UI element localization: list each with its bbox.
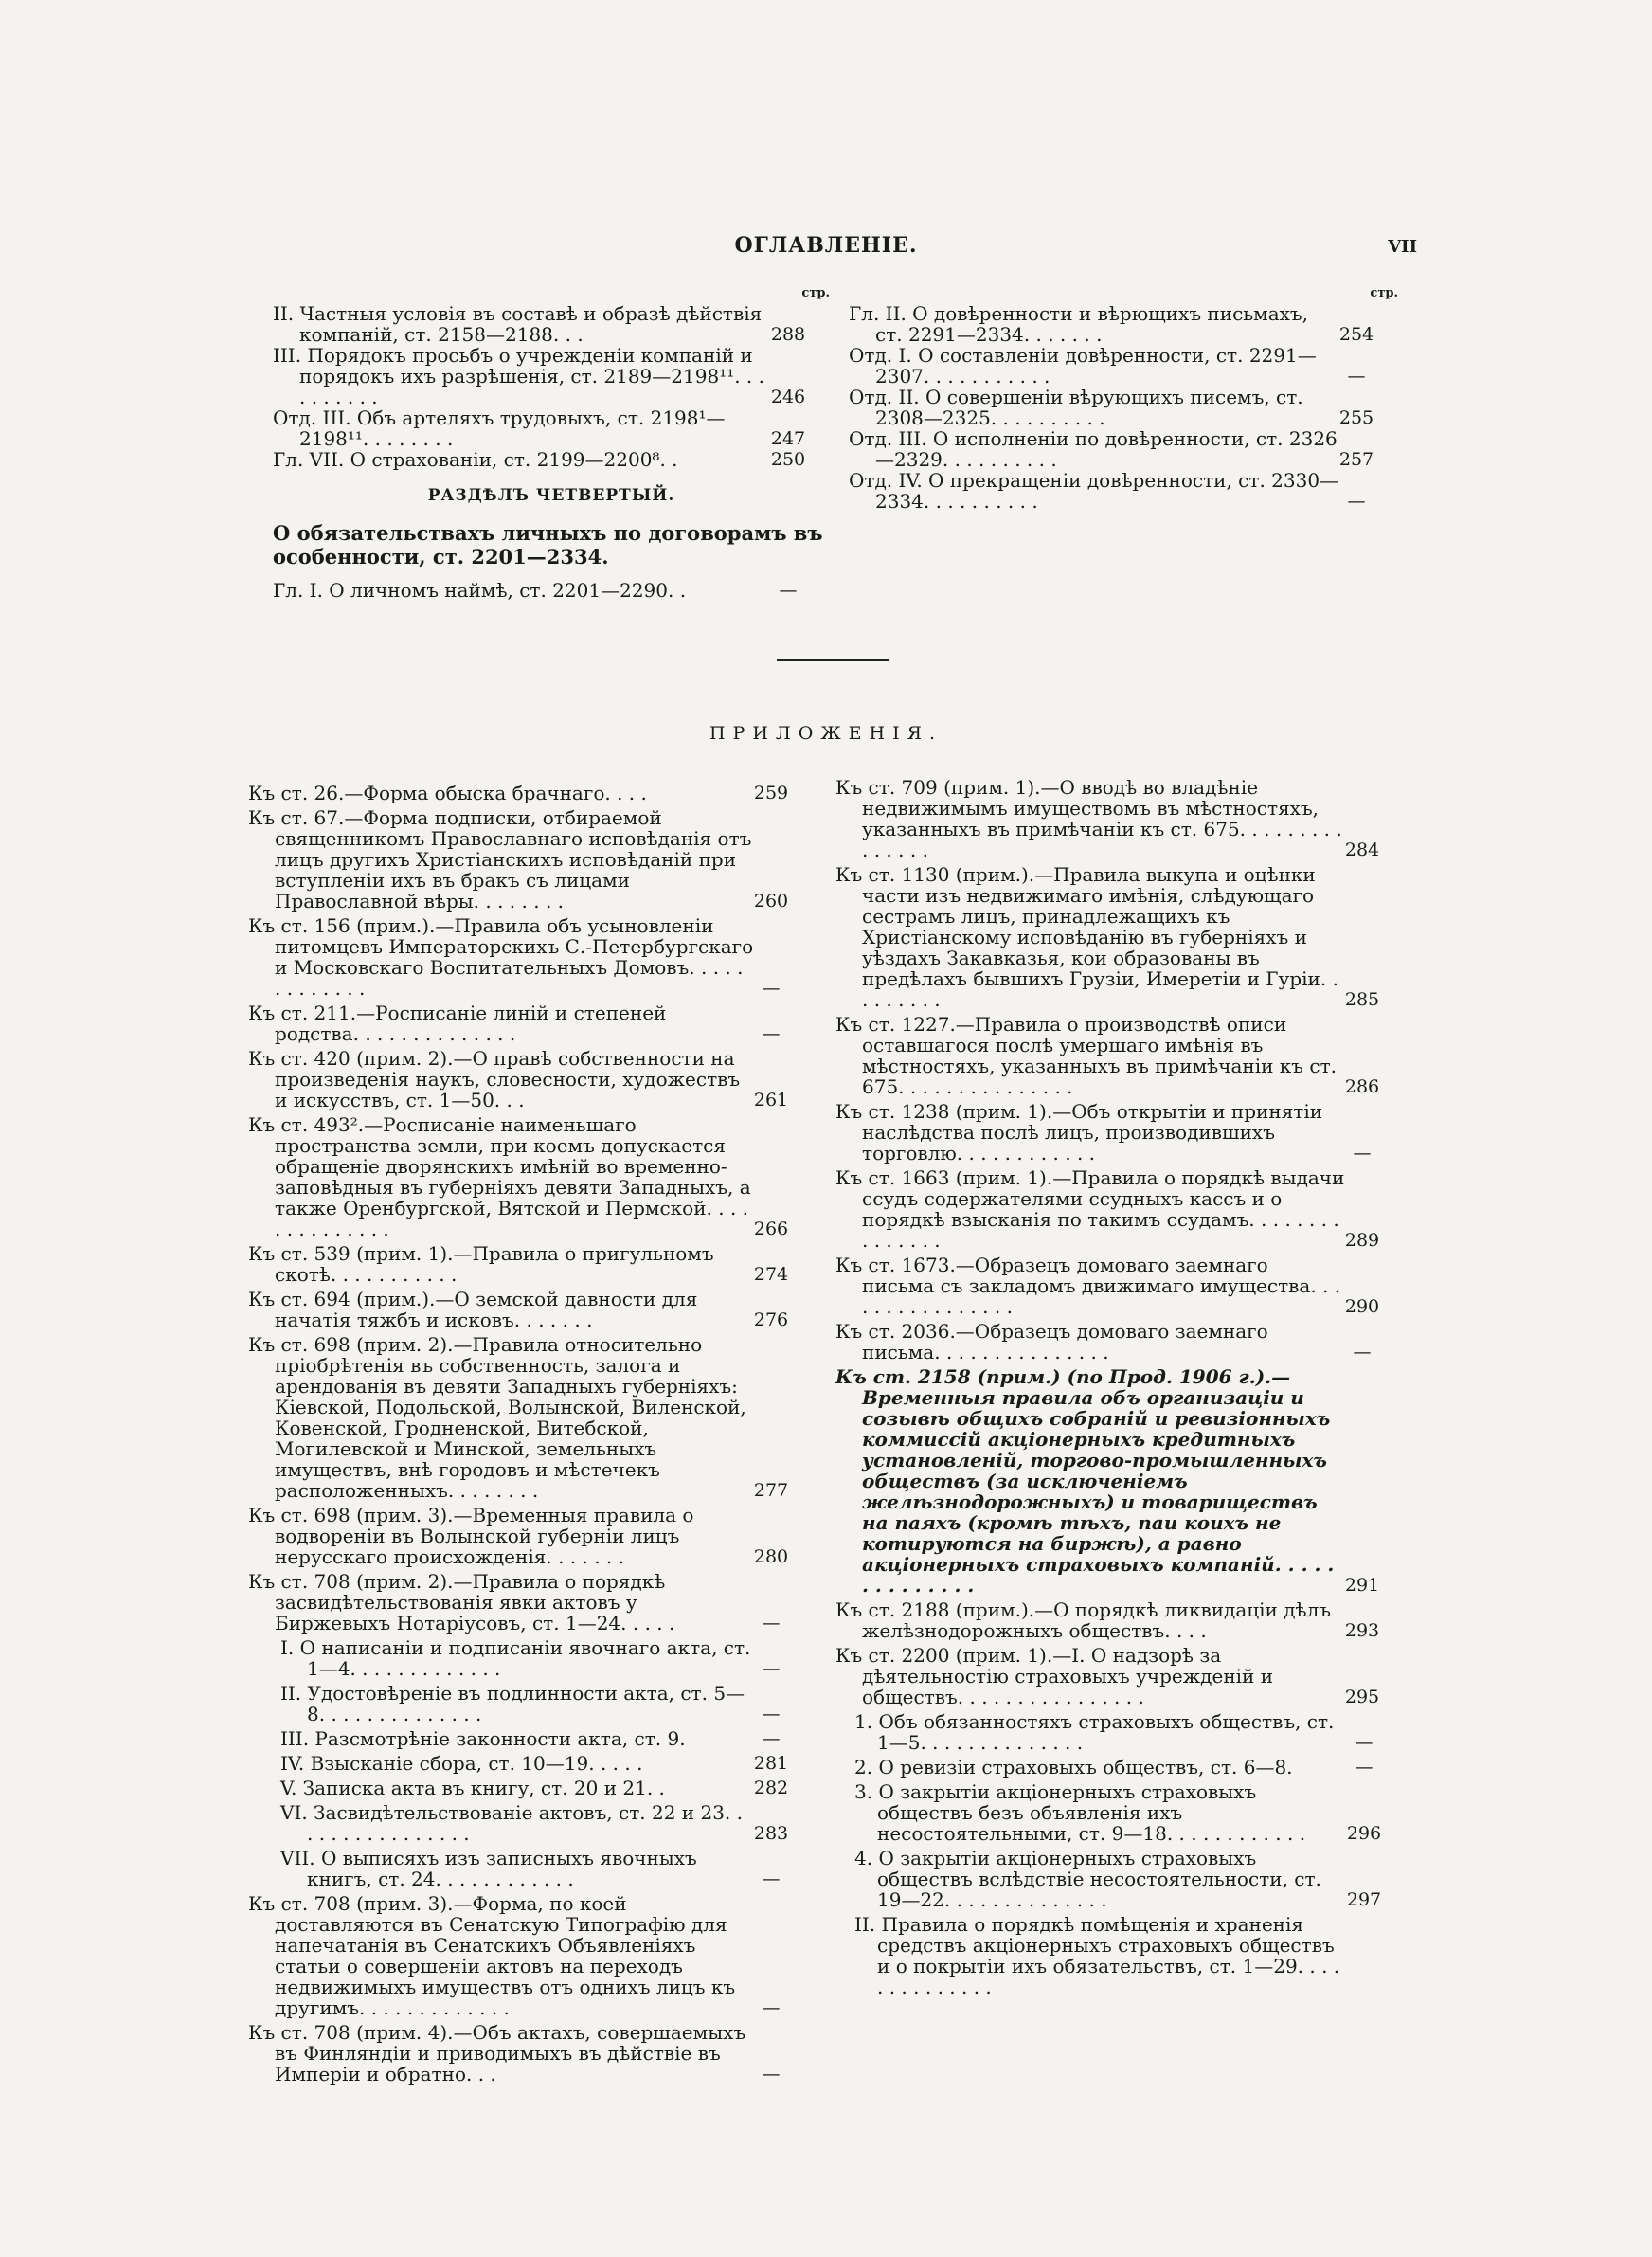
toc-entry-text: Къ ст. 2188 (прим.).—О порядкѣ ликвидаціи дѣлъ желѣзнодорожныхъ обществъ. . . . xyxy=(835,1598,1332,1642)
toc-entry-text: Гл. II. О довѣренности и вѣрющихъ письмахъ, ст. 2291—2334. . . . . . . xyxy=(849,302,1308,346)
toc-entry-page: 247 xyxy=(770,428,806,449)
toc-entry-page: 288 xyxy=(770,324,806,345)
toc-entry xyxy=(248,1683,813,1724)
toc-entry-page: 246 xyxy=(770,387,806,407)
toc-entry xyxy=(835,1366,1404,1596)
toc-entry-page: — xyxy=(762,1658,781,1679)
toc-entry-text: 1. Объ обязанностяхъ страховыхъ обществъ, ст. 1—5. . . . . . . . . . . . . . xyxy=(854,1710,1335,1754)
toc-entry xyxy=(248,1848,813,1889)
toc-right-list xyxy=(849,303,1398,512)
toc-entry xyxy=(248,1048,813,1110)
toc-entry xyxy=(835,1711,1404,1753)
toc-entry-text: III. Разсмотрѣніе законности акта, ст. 9. xyxy=(280,1727,686,1750)
toc-entry-page: — xyxy=(762,1704,781,1724)
toc-entry-page: — xyxy=(762,2064,781,2085)
toc-entry xyxy=(849,303,1398,345)
section-divider xyxy=(777,659,889,661)
toc-entry xyxy=(248,1114,813,1239)
toc-entry xyxy=(248,1002,813,1044)
page-title: ОГЛАВЛЕНІЕ. xyxy=(734,233,918,258)
toc-entry xyxy=(849,387,1398,428)
toc-entry-page: — xyxy=(1353,1342,1372,1363)
toc-entry-text: 2. О ревизіи страховыхъ обществъ, ст. 6—8. xyxy=(854,1756,1293,1779)
toc-entry-text: Къ ст. 211.—Росписаніе линій и степеней родства. . . . . . . . . . . . . . xyxy=(248,1002,667,1045)
part-heading: РАЗДѢЛЪ ЧЕТВЕРТЫЙ. xyxy=(427,486,675,505)
toc-entry-page: 255 xyxy=(1338,407,1374,428)
toc-entry-text: Гл. I. О личномъ наймѣ, ст. 2201—2290. . xyxy=(273,579,687,602)
appendix-heading: ПРИЛОЖЕНІЯ. xyxy=(709,723,943,744)
appendix-left-column xyxy=(248,783,813,2088)
page-column-label: стр. xyxy=(1370,286,1398,300)
toc-entry-text: 3. О закрытіи акціонерныхъ страховыхъ обществъ безъ объявленія ихъ несостоятельными, ст. 9—18. . . . . . . . . . . . xyxy=(854,1780,1306,1845)
toc-entry-page: 266 xyxy=(753,1219,789,1239)
toc-entry-page: 284 xyxy=(1344,840,1380,860)
toc-entry xyxy=(835,1781,1404,1844)
toc-entry-page: 290 xyxy=(1344,1296,1380,1317)
toc-entry-page: 281 xyxy=(753,1753,789,1774)
appendix-right-column xyxy=(835,777,1404,2001)
toc-entry-page: 293 xyxy=(1344,1620,1380,1641)
toc-entry-page: 297 xyxy=(1346,1889,1382,1910)
toc-entry xyxy=(835,864,1404,1010)
toc-entry-page: 259 xyxy=(753,783,789,803)
toc-entry-page: — xyxy=(762,1997,781,2018)
toc-left-column xyxy=(273,284,830,601)
toc-entry-text: Къ ст. 493².—Росписаніе наименьшаго пространства земли, при коемъ допускается обращеніе дворянскихъ имѣній во временно-заповѣдныя въ губерніяхъ девяти Западныхъ, а также Оренбургской, Вятской и Пермской. . . . . . . . . . . . . . xyxy=(248,1113,751,1240)
toc-entry-text: Къ ст. 67.—Форма подписки, отбираемой священникомъ Православнаго исповѣданія отъ лицъ другихъ Христіанскихъ исповѣданій при вступленіи ихъ въ бракъ съ лицами Православной вѣры. . . . . . . . xyxy=(248,806,752,912)
toc-entry xyxy=(835,1848,1404,1910)
toc-entry-text: IV. Взысканіе сбора, ст. 10—19. . . . . xyxy=(280,1752,643,1775)
toc-entry-page: — xyxy=(1347,366,1366,387)
toc-entry-text: II. Частныя условія въ составѣ и образѣ дѣйствія компаній, ст. 2158—2188. . . xyxy=(273,302,763,346)
toc-entry-page: — xyxy=(1355,1757,1374,1778)
toc-entry xyxy=(273,449,830,470)
toc-entry xyxy=(248,1637,813,1679)
toc-entry-page: 296 xyxy=(1346,1823,1382,1844)
toc-entry xyxy=(835,1255,1404,1317)
toc-entry-page: — xyxy=(762,1613,781,1634)
toc-entry xyxy=(248,915,813,999)
toc-entry xyxy=(248,807,813,912)
toc-entry xyxy=(273,580,830,601)
toc-entry-page: — xyxy=(762,978,781,999)
toc-entry-page: 257 xyxy=(1338,449,1374,470)
toc-entry xyxy=(273,303,830,345)
toc-entry xyxy=(835,1167,1404,1251)
toc-entry-page: — xyxy=(762,1869,781,1889)
toc-entry-text: II. Правила о порядкѣ помѣщенія и храненія средствъ акціонерныхъ страховыхъ обществъ и о покрытіи ихъ обязательствъ, ст. 1—29. . . . . . . . . . . . . . xyxy=(854,1913,1340,1998)
toc-entry-page: — xyxy=(779,580,798,601)
part-title: О обязательствахъ личныхъ по договорамъ въ особенности, ст. 2201—2334. xyxy=(273,521,823,569)
toc-entry-text: Къ ст. 1130 (прим.).—Правила выкупа и оцѣнки части изъ недвижимаго имѣнія, слѣдующаго сестрамъ лицъ, принадлежащихъ къ Христіанскому исповѣданію въ губерніяхъ и уѣздахъ Закавказья, кои образованы въ предѣлахъ бывшихъ Грузіи, Имеретіи и Гуріи. . . . . . . . . xyxy=(835,863,1338,1011)
toc-entry xyxy=(835,1014,1404,1097)
toc-entry xyxy=(273,407,830,449)
toc-entry xyxy=(849,470,1398,512)
toc-entry-page: 283 xyxy=(753,1823,789,1844)
toc-entry-text: VI. Засвидѣтельствованіе актовъ, ст. 22 и 23. . . . . . . . . . . . . . . . xyxy=(280,1801,743,1845)
toc-entry-text: III. Порядокъ просьбъ о учрежденіи компаній и порядокъ ихъ разрѣшенія, ст. 2189—2198¹¹. . . . . . . . . . xyxy=(273,344,765,408)
toc-entry-text: VII. О выписяхъ изъ записныхъ явочныхъ книгъ, ст. 24. . . . . . . . . . . . xyxy=(280,1847,697,1890)
toc-entry-text: Къ ст. 708 (прим. 4).—Объ актахъ, совершаемыхъ въ Финляндіи и приводимыхъ въ дѣйствіе въ Имперіи и обратно. . . xyxy=(248,2021,746,2085)
toc-entry-page: 261 xyxy=(753,1090,789,1110)
toc-entry xyxy=(835,1914,1404,1997)
toc-right-column xyxy=(849,284,1398,512)
toc-entry-page: 250 xyxy=(770,449,806,470)
toc-entry xyxy=(248,1728,813,1749)
toc-entry-text: Къ ст. 2036.—Образецъ домоваго заемнаго письма. . . . . . . . . . . . . . . xyxy=(835,1320,1268,1363)
toc-entry-text: Къ ст. 1663 (прим. 1).—Правила о порядкѣ выдачи ссудъ содержателями ссудныхъ кассъ и о порядкѣ взысканія по такимъ ссудамъ. . . . . . . . . . . . . . . xyxy=(835,1166,1345,1252)
toc-entry-text: Къ ст. 698 (прим. 2).—Правила относительно пріобрѣтенія въ собственность, залога и арендованія въ девяти Западныхъ губерніяхъ: Кіевской, Подольской, Волынской, Виленской, Ковенской, Гродненской, Витебской, Могилевской и Минской, земельныхъ имуществъ, внѣ городовъ и мѣстечекъ расположенныхъ. . . . . . . . xyxy=(248,1333,746,1502)
toc-entry-page: 277 xyxy=(753,1480,789,1501)
toc-entry xyxy=(835,1101,1404,1164)
toc-entry xyxy=(248,1243,813,1285)
toc-entry-text: II. Удостовѣреніе въ подлинности акта, ст. 5—8. . . . . . . . . . . . . . xyxy=(280,1682,745,1725)
toc-entry-page: 295 xyxy=(1344,1687,1380,1707)
toc-entry-page: 274 xyxy=(753,1264,789,1285)
toc-entry-page: 260 xyxy=(753,891,789,912)
toc-entry xyxy=(248,2022,813,2085)
toc-entry-page: 280 xyxy=(753,1546,789,1567)
toc-entry-page: — xyxy=(1355,1732,1374,1753)
toc-entry-text: V. Записка акта въ книгу, ст. 20 и 21. . xyxy=(280,1777,665,1799)
toc-entry-text: Къ ст. 708 (прим. 2).—Правила о порядкѣ засвидѣтельствованія явки актовъ у Биржевыхъ Нотаріусовъ, ст. 1—24. . . . . xyxy=(248,1570,675,1634)
toc-entry-text: Отд. III. Объ артеляхъ трудовыхъ, ст. 2198¹—2198¹¹. . . . . . . . xyxy=(273,406,726,450)
toc-entry xyxy=(248,1778,813,1798)
toc-entry-text: Къ ст. 1673.—Образецъ домоваго заемнаго письма съ закладомъ движимаго имущества. . . . . . . . . . . . . . . . xyxy=(835,1254,1341,1318)
toc-entry xyxy=(248,1289,813,1330)
toc-entry xyxy=(835,1645,1404,1707)
page-number: VII xyxy=(1388,237,1417,257)
toc-entry xyxy=(248,1505,813,1567)
toc-entry-page: 286 xyxy=(1344,1076,1380,1097)
toc-entry-text: Къ ст. 1227.—Правила о производствѣ описи оставшагося послѣ умершаго имѣнія въ мѣстностяхъ, указанныхъ въ примѣчаніи къ ст. 675. . . . . . . . . . . . . . . xyxy=(835,1013,1338,1098)
toc-entry-page: — xyxy=(762,1023,781,1044)
toc-entry xyxy=(248,1753,813,1774)
toc-entry-text: Гл. VII. О страхованіи, ст. 2199—2200⁸. . xyxy=(273,448,678,471)
toc-entry-page: 291 xyxy=(1344,1575,1380,1596)
toc-entry xyxy=(273,345,830,407)
toc-entry xyxy=(835,1599,1404,1641)
toc-entry xyxy=(835,1757,1404,1778)
toc-entry-page: 282 xyxy=(753,1778,789,1798)
toc-entry-text: I. О написаніи и подписаніи явочнаго акта, ст. 1—4. . . . . . . . . . . . . xyxy=(280,1636,751,1680)
toc-entry-page: 285 xyxy=(1344,989,1380,1010)
page-column-label: стр. xyxy=(801,286,830,300)
toc-entry-text: Отд. I. О составленіи довѣренности, ст. 2291—2307. . . . . . . . . . . xyxy=(849,344,1317,388)
toc-entry-text: Къ ст. 698 (прим. 3).—Временныя правила о водвореніи въ Волынской губерніи лицъ нерусскаго происхожденія. . . . . . . xyxy=(248,1504,694,1568)
toc-entry xyxy=(248,783,813,803)
toc-entry xyxy=(849,345,1398,387)
toc-entry xyxy=(849,428,1398,470)
toc-entry-text: Къ ст. 156 (прим.).—Правила объ усыновленіи питомцевъ Императорскихъ С.-Петербургскаго и Московскаго Воспитательныхъ Домовъ. . . . . . . . . . . . . xyxy=(248,914,754,1000)
toc-entry-text: Отд. II. О совершеніи вѣрующихъ писемъ, ст. 2308—2325. . . . . . . . . . xyxy=(849,386,1303,429)
toc-entry xyxy=(248,1571,813,1634)
toc-entry xyxy=(248,1893,813,2018)
toc-entry-page: 276 xyxy=(753,1309,789,1330)
toc-entry-page: — xyxy=(1353,1143,1372,1164)
toc-entry-text: Къ ст. 539 (прим. 1).—Правила о пригульномъ скотѣ. . . . . . . . . . . xyxy=(248,1242,714,1286)
toc-entry-page: — xyxy=(762,1728,781,1749)
toc-entry-text: Къ ст. 708 (прим. 3).—Форма, по коей доставляются въ Сенатскую Типографію для напечатанія въ Сенатскихъ Объявленіяхъ статьи о совершеніи актовъ на переходъ недвижимыхъ имуществъ отъ однихъ лицъ къ другимъ. . . . . . . . . . . . . xyxy=(248,1892,736,2019)
toc-entry-text: Къ ст. 694 (прим.).—О земской давности для начатія тяжбъ и исковъ. . . . . . . xyxy=(248,1288,698,1331)
toc-entry xyxy=(248,1334,813,1501)
toc-entry xyxy=(835,1321,1404,1363)
toc-entry-page: 254 xyxy=(1338,324,1374,345)
toc-entry-page: — xyxy=(1347,491,1366,512)
toc-entry-text: Къ ст. 420 (прим. 2).—О правѣ собственности на произведенія наукъ, словесности, художествъ и искусствъ, ст. 1—50. . . xyxy=(248,1047,741,1111)
toc-entry-text: Отд. IV. О прекращеніи довѣренности, ст. 2330—2334. . . . . . . . . . xyxy=(849,469,1339,513)
toc-left-list xyxy=(273,303,830,470)
toc-entry-text: Къ ст. 2200 (прим. 1).—I. О надзорѣ за дѣятельностію страховыхъ учрежденій и обществъ. . . . . . . . . . . . . . . . xyxy=(835,1644,1274,1708)
toc-entry-text: 4. О закрытіи акціонерныхъ страховыхъ обществъ вслѣдствіе несостоятельности, ст. 19—22. . . . . . . . . . . . . . xyxy=(854,1847,1321,1911)
toc-entry-text: Къ ст. 2158 (прим.) (по Прод. 1906 г.).—Временныя правила объ организаціи и созывѣ общихъ собраній и ревизіонныхъ коммиссій акціонерныхъ кредитныхъ установленій, торгово-промышленныхъ обществъ (за исключеніемъ желѣзнодорожныхъ) и товариществъ на паяхъ (кромѣ тѣхъ, паи коихъ не котируются на биржѣ), а равно акціонерныхъ страховыхъ компаній. . . . . . . . . . . . . . xyxy=(835,1365,1335,1597)
toc-entry-text: Къ ст. 1238 (прим. 1).—Объ открытіи и принятіи наслѣдства послѣ лицъ, производившихъ торговлю. . . . . . . . . . . . xyxy=(835,1100,1323,1165)
toc-entry xyxy=(248,1802,813,1844)
toc-entry-text: Отд. III. О исполненіи по довѣренности, ст. 2326—2329. . . . . . . . . . xyxy=(849,427,1338,471)
toc-entry-text: Къ ст. 26.—Форма обыска брачнаго. . . . xyxy=(248,782,647,804)
toc-entry xyxy=(835,777,1404,860)
toc-entry-text: Къ ст. 709 (прим. 1).—О вводѣ во владѣніе недвижимымъ имуществомъ въ мѣстностяхъ, указанныхъ въ примѣчаніи къ ст. 675. . . . . . . . . . . . . . . xyxy=(835,776,1342,861)
toc-entry-page: 289 xyxy=(1344,1230,1380,1251)
